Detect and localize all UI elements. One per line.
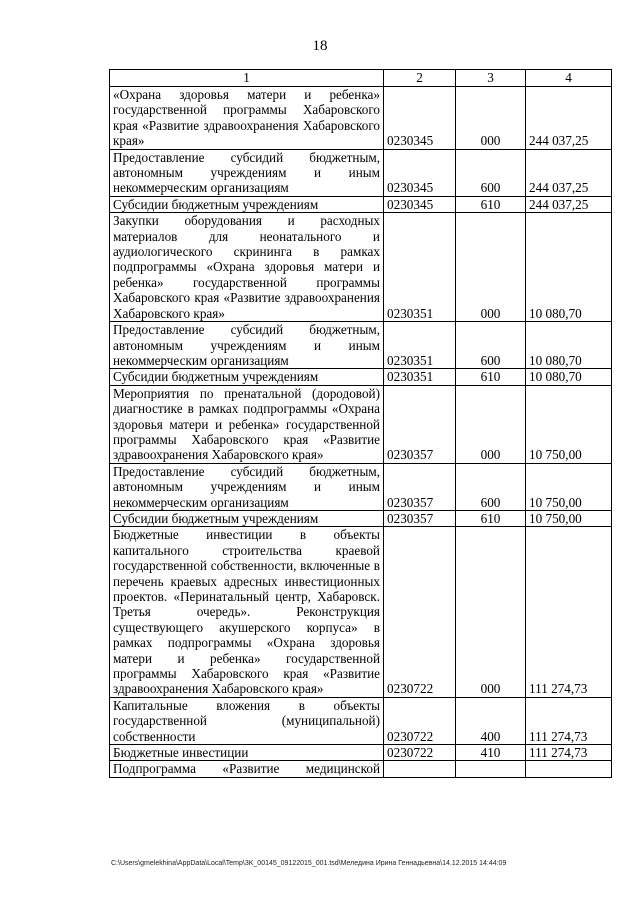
expense-type-cell: 610 xyxy=(456,510,526,526)
amount-cell: 111 274,73 xyxy=(526,697,612,744)
target-code-cell: 0230357 xyxy=(384,510,456,526)
table-row xyxy=(110,87,612,150)
column-header: 3 xyxy=(456,70,526,87)
target-code-cell: 0230722 xyxy=(384,745,456,761)
expense-type-cell: 000 xyxy=(456,87,526,150)
target-code-cell: 0230357 xyxy=(384,463,456,510)
expense-type-cell: 610 xyxy=(456,196,526,212)
expense-type-cell: 000 xyxy=(456,527,526,697)
target-code-cell xyxy=(384,761,456,777)
row-description-cell: «Охрана здоровья матери и ребенка» государственной программы Хабаровского края «Развитие здравоохранения Хабаровского края» xyxy=(110,87,384,150)
amount-cell: 10 750,00 xyxy=(526,463,612,510)
expense-type-cell: 000 xyxy=(456,385,526,463)
amount-cell: 10 750,00 xyxy=(526,385,612,463)
target-code-cell: 0230345 xyxy=(384,87,456,150)
row-description-cell: Предоставление субсидий бюджетным, автономным учреждениям и иным некоммерческим организациям xyxy=(110,322,384,369)
row-description-cell: Бюджетные инвестиции xyxy=(110,745,384,761)
amount-cell: 10 080,70 xyxy=(526,213,612,322)
target-code-cell: 0230351 xyxy=(384,322,456,369)
column-header: 1 xyxy=(110,70,384,87)
row-description-cell: Субсидии бюджетным учреждениям xyxy=(110,369,384,385)
table-row xyxy=(110,369,612,385)
page-number: 18 xyxy=(312,38,328,54)
amount-cell xyxy=(526,761,612,777)
row-description-cell: Предоставление субсидий бюджетным, автономным учреждениям и иным некоммерческим организациям xyxy=(110,149,384,196)
target-code-cell: 0230722 xyxy=(384,527,456,697)
table-row xyxy=(110,149,612,196)
amount-cell: 244 037,25 xyxy=(526,196,612,212)
table-row xyxy=(110,761,612,777)
amount-cell: 244 037,25 xyxy=(526,87,612,150)
table-row xyxy=(110,527,612,697)
row-description-cell: Субсидии бюджетным учреждениям xyxy=(110,196,384,212)
target-code-cell: 0230345 xyxy=(384,196,456,212)
amount-cell: 10 750,00 xyxy=(526,510,612,526)
expense-type-cell: 000 xyxy=(456,213,526,322)
row-description-cell: Предоставление субсидий бюджетным, автономным учреждениям и иным некоммерческим организациям xyxy=(110,463,384,510)
table-row xyxy=(110,745,612,761)
amount-cell: 244 037,25 xyxy=(526,149,612,196)
row-description-cell: Закупки оборудования и расходных материалов для неонатального и аудиологического скрининга в рамках подпрограммы «Охрана здоровья матери и ребенка» государственной программы Хабаровского края «Развитие здравоохранения Хабаровского края» xyxy=(110,213,384,322)
amount-cell: 10 080,70 xyxy=(526,369,612,385)
budget-table xyxy=(109,69,612,778)
table-row xyxy=(110,697,612,744)
file-path-footer: C:\Users\gmelekhina\AppData\Local\Temp\3K_00145_09122015_001.tsd\Меледина Ирина Геннадьевна\14.12.2015 14:44:09 xyxy=(111,860,507,867)
target-code-cell: 0230351 xyxy=(384,213,456,322)
row-description-cell: Подпрограмма «Развитие медицинской xyxy=(110,761,384,777)
amount-cell: 10 080,70 xyxy=(526,322,612,369)
table-row xyxy=(110,463,612,510)
row-description-cell: Мероприятия по пренатальной (дородовой) диагностике в рамках подпрограммы «Охрана здоровья матери и ребенка» государственной программы Хабаровского края «Развитие здравоохранения Хабаровского края» xyxy=(110,385,384,463)
column-header: 2 xyxy=(384,70,456,87)
expense-type-cell: 610 xyxy=(456,369,526,385)
target-code-cell: 0230357 xyxy=(384,385,456,463)
expense-type-cell: 600 xyxy=(456,463,526,510)
target-code-cell: 0230345 xyxy=(384,149,456,196)
table-row xyxy=(110,385,612,463)
row-description-cell: Субсидии бюджетным учреждениям xyxy=(110,510,384,526)
expense-type-cell: 600 xyxy=(456,322,526,369)
amount-cell: 111 274,73 xyxy=(526,527,612,697)
table-row xyxy=(110,196,612,212)
table-row xyxy=(110,510,612,526)
target-code-cell: 0230351 xyxy=(384,369,456,385)
column-header: 4 xyxy=(526,70,612,87)
row-description-cell: Бюджетные инвестиции в объекты капитального строительства краевой государственной собственности, включенные в перечень краевых адресных инвестиционных проектов. «Перинатальный центр, Хабаровск. Третья очередь». Реконструкция существующего акушерского корпуса» в рамках подпрограммы «Охрана здоровья матери и ребенка» государственной программы Хабаровского края «Развитие здравоохранения Хабаровского края» xyxy=(110,527,384,697)
table-header-row xyxy=(110,70,612,87)
row-description-cell: Капитальные вложения в объекты государственной (муниципальной) собственности xyxy=(110,697,384,744)
target-code-cell: 0230722 xyxy=(384,697,456,744)
table-row xyxy=(110,322,612,369)
expense-type-cell xyxy=(456,761,526,777)
expense-type-cell: 410 xyxy=(456,745,526,761)
expense-type-cell: 600 xyxy=(456,149,526,196)
expense-type-cell: 400 xyxy=(456,697,526,744)
table-row xyxy=(110,213,612,322)
amount-cell: 111 274,73 xyxy=(526,745,612,761)
